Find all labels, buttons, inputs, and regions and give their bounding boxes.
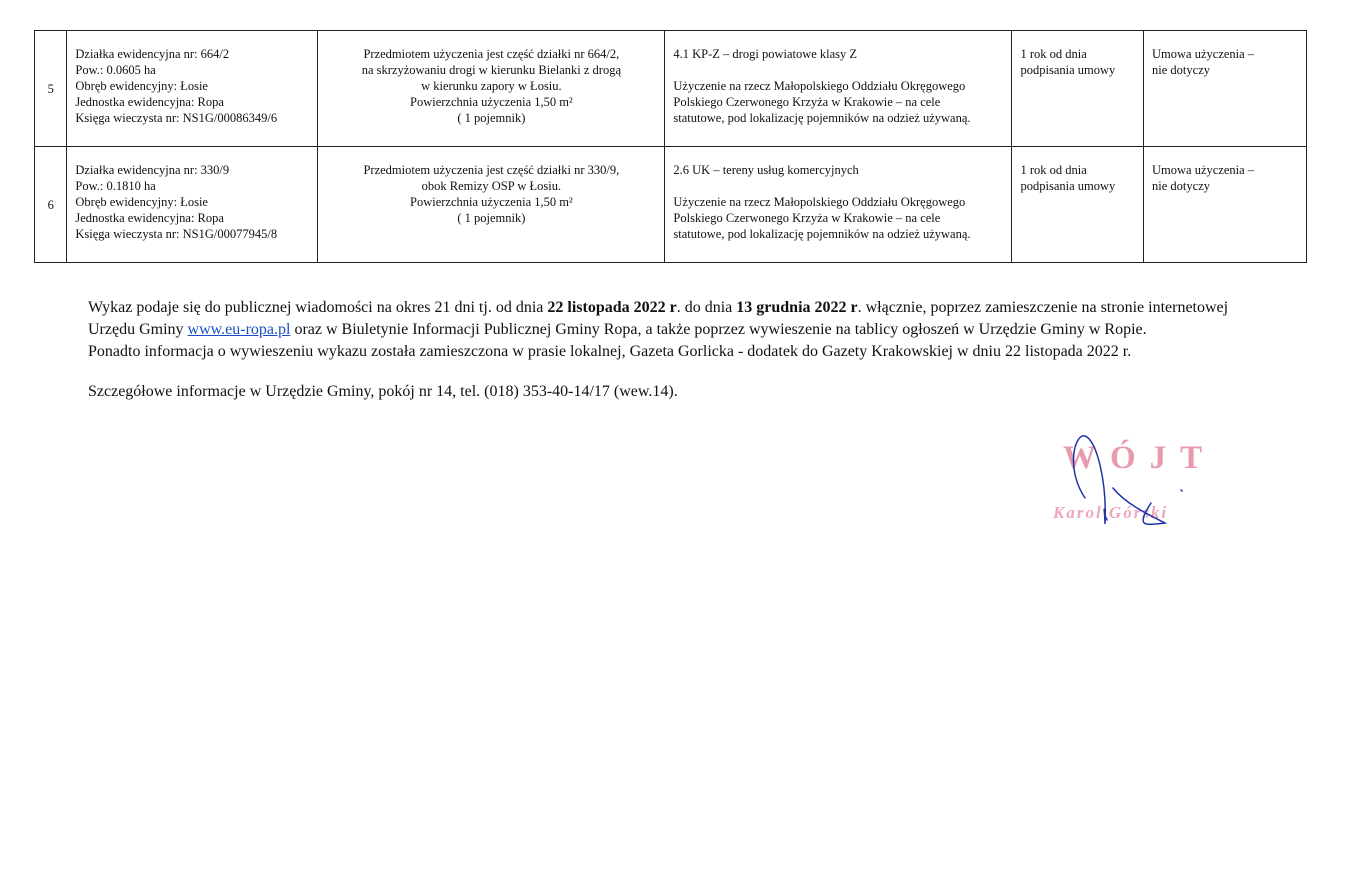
cell-line: Obręb ewidencyjny: Łosie [75, 79, 208, 93]
cell-line: nie dotyczy [1152, 179, 1210, 193]
cell-line: statutowe, pod lokalizację pojemników na odzież używaną. [673, 111, 971, 125]
cell-line: nie dotyczy [1152, 63, 1210, 77]
notice-line-3: Ponadto informacja o wywieszeniu wykazu została zamieszczona w prasie lokalnej, Gazeta Gorlicka - dodatek do Gazety Krakowskiej w dniu 22 listopada 2022 r. [88, 343, 1132, 360]
table-row [35, 147, 1307, 263]
cell-line: Obręb ewidencyjny: Łosie [75, 195, 208, 209]
cell-line: na skrzyżowaniu drogi w kierunku Bielanki z drogą [361, 63, 622, 77]
parcel-details [67, 31, 318, 147]
lease-description [318, 147, 665, 263]
cell-line: Przedmiotem użyczenia jest część działki nr 664/2, [363, 47, 620, 61]
contract-type [1144, 31, 1307, 147]
end-date: 13 grudnia 2022 r [736, 299, 858, 316]
cell-line: podpisania umowy [1020, 63, 1116, 77]
stamp-title: WÓJT [1063, 440, 1217, 476]
notice-line-2 [88, 319, 1318, 341]
cell-line: Księga wieczysta nr: NS1G/00077945/8 [75, 227, 278, 241]
table-row [35, 31, 1307, 147]
contract-type [1144, 147, 1307, 263]
cell-line: Działka ewidencyjna nr: 330/9 [75, 163, 230, 177]
notice-text: . włącznie, poprzez zamieszczenie na stronie internetowej [857, 299, 1229, 316]
cell-line: Księga wieczysta nr: NS1G/00086349/6 [75, 111, 278, 125]
notice-line-1 [88, 297, 1318, 319]
cell-line: Pow.: 0.1810 ha [75, 179, 156, 193]
spacer [673, 62, 1003, 78]
stamp-name: Karol Górski [1053, 503, 1169, 522]
cell-line: Użyczenie na rzecz Małopolskiego Oddziału Okręgowego [673, 195, 966, 209]
parcel-details [67, 147, 318, 263]
cell-line: Jednostka ewidencyjna: Ropa [75, 211, 224, 225]
cell-line: Umowa użyczenia – [1152, 47, 1255, 61]
zoning-title: 4.1 KP-Z – drogi powiatowe klasy Z [673, 47, 858, 61]
cell-line: Pow.: 0.0605 ha [75, 63, 156, 77]
property-table [34, 30, 1307, 263]
notice-text: . do dnia [676, 299, 737, 316]
website-link[interactable]: www.eu-ropa.pl [187, 321, 291, 338]
cell-line: Przedmiotem użyczenia jest część działki nr 330/9, [363, 163, 620, 177]
cell-line: 1 rok od dnia [1020, 47, 1087, 61]
land-use-purpose [665, 31, 1012, 147]
notice-text: Urzędu Gminy [88, 321, 188, 338]
cell-line: Powierzchnia użyczenia 1,50 m² [410, 95, 573, 109]
spacer [673, 178, 1003, 194]
cell-line: obok Remizy OSP w Łosiu. [421, 179, 562, 193]
cell-line: ( 1 pojemnik) [457, 111, 526, 125]
land-use-purpose [665, 147, 1012, 263]
cell-line: Polskiego Czerwonego Krzyża w Krakowie – na cele [673, 211, 941, 225]
zoning-title: 2.6 UK – tereny usług komercyjnych [673, 163, 859, 177]
cell-line: Polskiego Czerwonego Krzyża w Krakowie – na cele [673, 95, 941, 109]
lease-period [1012, 147, 1144, 263]
row-number: 5 [35, 31, 67, 147]
cell-line: Użyczenie na rzecz Małopolskiego Oddziału Okręgowego [673, 79, 966, 93]
cell-line: Umowa użyczenia – [1152, 163, 1255, 177]
cell-line: Powierzchnia użyczenia 1,50 m² [410, 195, 573, 209]
publication-notice [88, 297, 1318, 363]
signature-stamp [1045, 428, 1220, 538]
lease-description [318, 31, 665, 147]
cell-line: statutowe, pod lokalizację pojemników na odzież używaną. [673, 227, 971, 241]
cell-line: podpisania umowy [1020, 179, 1116, 193]
contact-info: Szczegółowe informacje w Urzędzie Gminy, pokój nr 14, tel. (018) 353-40-14/17 (wew.14). [88, 383, 678, 400]
notice-text: Wykaz podaje się do publicznej wiadomości na okres 21 dni tj. od dnia [88, 299, 548, 316]
notice-text: oraz w Biuletynie Informacji Publicznej Gminy Ropa, a także poprzez wywieszenie na tablicy ogłoszeń w Urzędzie Gminy w Ropie. [290, 321, 1147, 338]
lease-period [1012, 31, 1144, 147]
cell-line: ( 1 pojemnik) [457, 211, 526, 225]
cell-line: w kierunku zapory w Łosiu. [421, 79, 562, 93]
row-number: 6 [35, 147, 67, 263]
cell-line: Działka ewidencyjna nr: 664/2 [75, 47, 230, 61]
cell-line: Jednostka ewidencyjna: Ropa [75, 95, 224, 109]
start-date: 22 listopada 2022 r [547, 299, 677, 316]
cell-line: 1 rok od dnia [1020, 163, 1087, 177]
